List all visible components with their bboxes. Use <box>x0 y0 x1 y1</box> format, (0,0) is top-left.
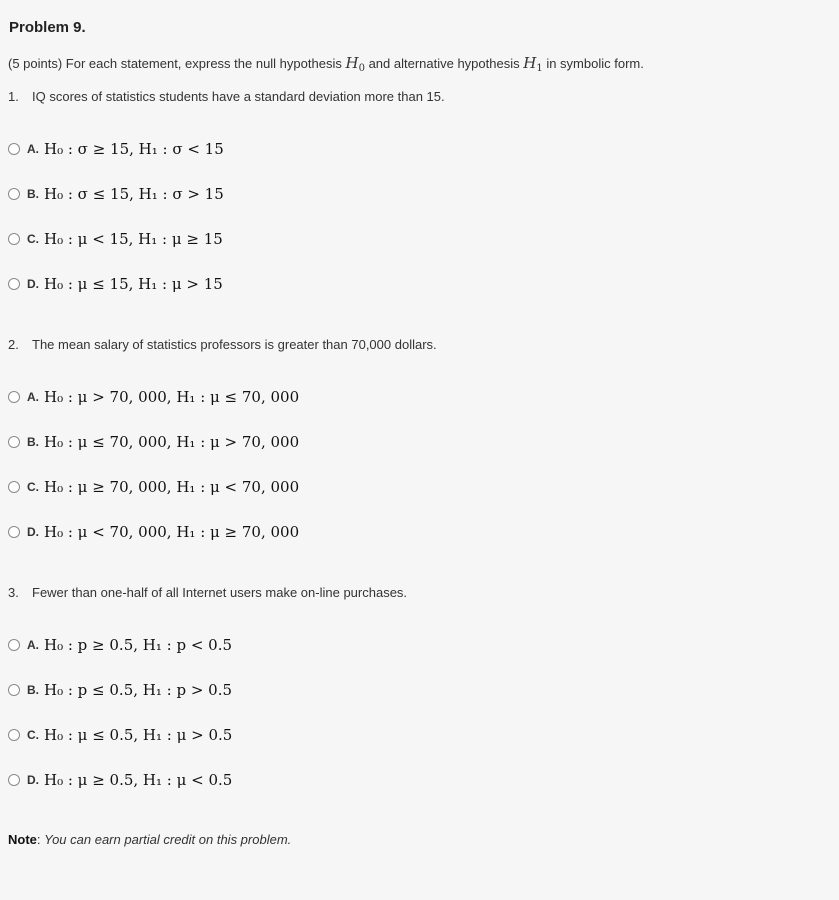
radio-button[interactable] <box>8 729 20 741</box>
question-2-option-b[interactable] <box>8 431 299 453</box>
question-3-option-c[interactable] <box>8 724 232 746</box>
option-letter: C. <box>27 728 39 742</box>
question-1-option-d[interactable] <box>8 273 223 295</box>
problem-instructions <box>8 54 644 74</box>
option-letter: A. <box>27 638 39 652</box>
question-statement: The mean salary of statistics professors is greater than 70,000 dollars. <box>32 337 437 352</box>
question-3-text <box>8 585 407 600</box>
note-text: You can earn partial credit on this problem. <box>44 832 292 847</box>
question-1-option-b[interactable] <box>8 183 224 205</box>
option-letter: B. <box>27 435 39 449</box>
option-expression: H₀ : μ < 15, H₁ : μ ≥ 15 <box>44 230 223 248</box>
question-statement: IQ scores of statistics students have a standard deviation more than 15. <box>32 89 445 104</box>
h0-symbol: $H_0$ <box>345 54 365 74</box>
option-expression: H₀ : p ≤ 0.5, H₁ : p > 0.5 <box>44 681 233 699</box>
radio-button[interactable] <box>8 436 20 448</box>
option-letter: B. <box>27 683 39 697</box>
option-expression: H₀ : μ > 70, 000, H₁ : μ ≤ 70, 000 <box>44 388 300 406</box>
note-label: Note <box>8 832 37 847</box>
radio-button[interactable] <box>8 188 20 200</box>
problem-title: Problem 9. <box>9 19 86 36</box>
intro-text-start: (5 points) For each statement, express the null hypothesis <box>8 56 342 71</box>
option-expression: H₀ : μ ≤ 15, H₁ : μ > 15 <box>44 275 223 293</box>
option-expression: H₀ : σ ≤ 15, H₁ : σ > 15 <box>44 185 224 203</box>
option-letter: A. <box>27 390 39 404</box>
intro-text-end: in symbolic form. <box>546 56 644 71</box>
option-expression: H₀ : μ < 70, 000, H₁ : μ ≥ 70, 000 <box>44 523 300 541</box>
radio-button[interactable] <box>8 233 20 245</box>
radio-button[interactable] <box>8 526 20 538</box>
question-2-text <box>8 337 437 352</box>
option-letter: D. <box>27 277 39 291</box>
question-1-text <box>8 89 445 104</box>
question-3-option-d[interactable] <box>8 769 232 791</box>
option-expression: H₀ : p ≥ 0.5, H₁ : p < 0.5 <box>44 636 233 654</box>
question-number: 3. <box>8 585 19 600</box>
option-letter: C. <box>27 232 39 246</box>
radio-button[interactable] <box>8 774 20 786</box>
radio-button[interactable] <box>8 278 20 290</box>
option-letter: A. <box>27 142 39 156</box>
question-number: 2. <box>8 337 19 352</box>
question-2-option-d[interactable] <box>8 521 299 543</box>
question-1-option-a[interactable] <box>8 138 224 160</box>
h1-symbol: $H_1$ <box>523 54 543 74</box>
option-letter: C. <box>27 480 39 494</box>
option-expression: H₀ : μ ≤ 0.5, H₁ : μ > 0.5 <box>44 726 233 744</box>
question-1-option-c[interactable] <box>8 228 223 250</box>
option-expression: H₀ : μ ≤ 70, 000, H₁ : μ > 70, 000 <box>44 433 300 451</box>
question-statement: Fewer than one-half of all Internet users make on-line purchases. <box>32 585 408 600</box>
option-letter: D. <box>27 773 39 787</box>
option-letter: D. <box>27 525 39 539</box>
option-expression: H₀ : μ ≥ 70, 000, H₁ : μ < 70, 000 <box>44 478 300 496</box>
partial-credit-note: Note: You can earn partial credit on this problem. <box>8 832 292 847</box>
option-expression: H₀ : μ ≥ 0.5, H₁ : μ < 0.5 <box>44 771 233 789</box>
intro-text-middle: and alternative hypothesis <box>368 56 520 71</box>
radio-button[interactable] <box>8 481 20 493</box>
question-3-option-b[interactable] <box>8 679 232 701</box>
question-3-option-a[interactable] <box>8 634 232 656</box>
question-number: 1. <box>8 89 19 104</box>
question-2-option-c[interactable] <box>8 476 299 498</box>
radio-button[interactable] <box>8 391 20 403</box>
option-expression: H₀ : σ ≥ 15, H₁ : σ < 15 <box>44 140 224 158</box>
radio-button[interactable] <box>8 684 20 696</box>
question-2-option-a[interactable] <box>8 386 299 408</box>
option-letter: B. <box>27 187 39 201</box>
radio-button[interactable] <box>8 143 20 155</box>
radio-button[interactable] <box>8 639 20 651</box>
